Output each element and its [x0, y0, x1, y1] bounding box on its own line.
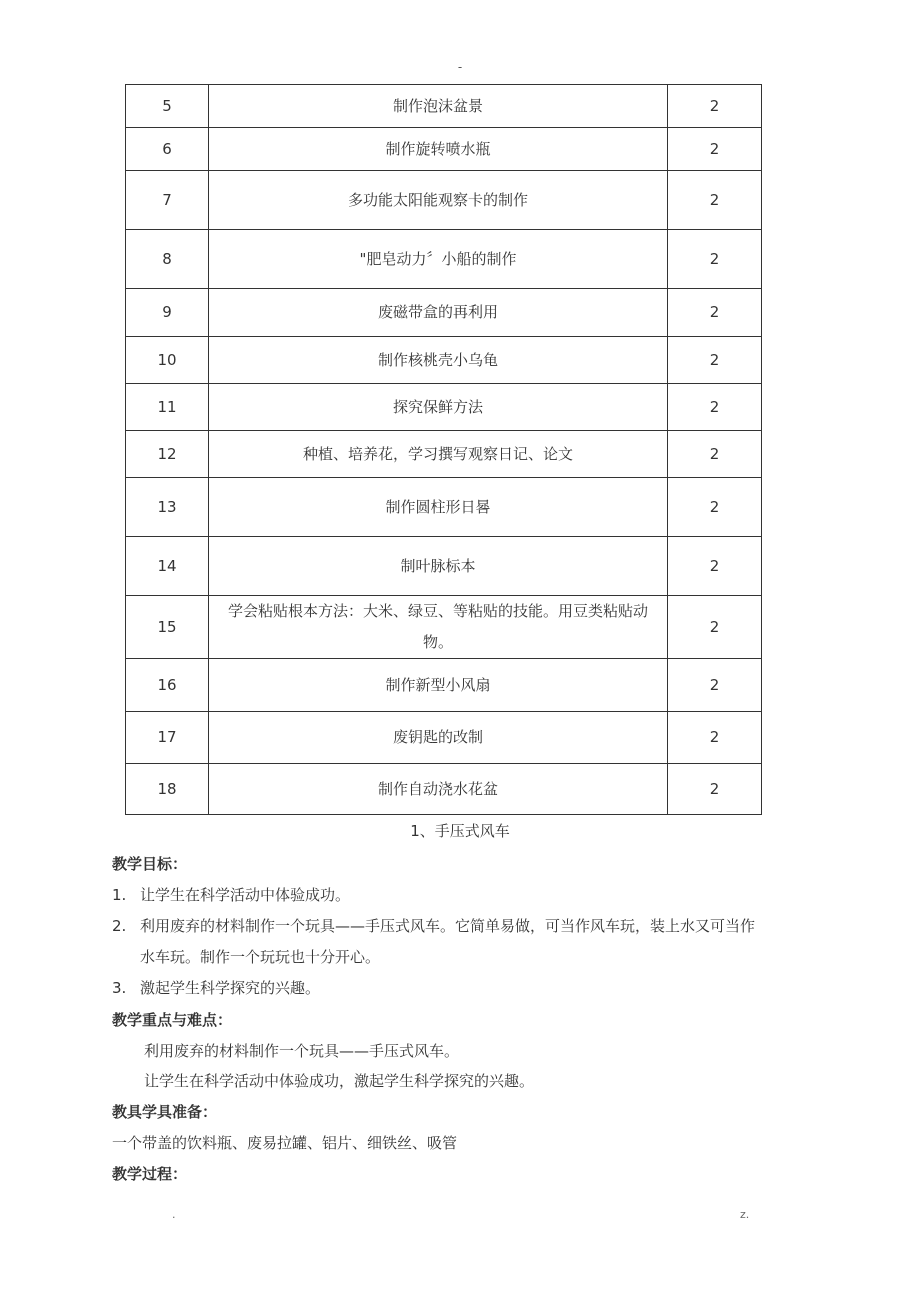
- lesson-title-cell: 制作自动浇水花盆: [209, 764, 668, 815]
- materials-heading: 教具学具准备：: [112, 1103, 218, 1121]
- footer-left-mark: .: [172, 1208, 176, 1221]
- lesson-title-cell: 废磁带盒的再利用: [209, 289, 668, 337]
- lesson-number-cell: 14: [126, 537, 209, 596]
- lesson-number-cell: 16: [126, 659, 209, 712]
- table-row: [126, 289, 762, 337]
- table-row: [126, 478, 762, 537]
- lesson-hours-cell: 2: [668, 764, 762, 815]
- objective-item-2: [112, 915, 755, 936]
- objective-item-1-number: 1.: [112, 886, 127, 904]
- table-row: [126, 659, 762, 712]
- lesson-hours-cell: 2: [668, 596, 762, 659]
- lesson-hours-cell: 2: [668, 478, 762, 537]
- objective-item-1-text: 让学生在科学活动中体验成功。: [140, 886, 351, 904]
- objective-item-2-text-line2: 水车玩。制作一个玩玩也十分开心。: [140, 948, 381, 966]
- lesson-title-cell: 种植、培养花，学习撰写观察日记、论文: [209, 431, 668, 478]
- table-row: [126, 764, 762, 815]
- lesson-schedule-table: [125, 84, 762, 815]
- lesson-title-cell: 制作核桃壳小乌龟: [209, 337, 668, 384]
- table-row: [126, 537, 762, 596]
- objectives-heading: 教学目标：: [112, 855, 188, 873]
- table-row: [126, 128, 762, 171]
- lesson-title-cell: 学会粘贴根本方法：大米、绿豆、等粘贴的技能。用豆类粘贴动物。: [209, 596, 668, 659]
- objective-item-2-number: 2.: [112, 917, 127, 935]
- lesson-hours-cell: 2: [668, 659, 762, 712]
- table-row: [126, 85, 762, 128]
- table-row: [126, 596, 762, 659]
- lesson-number-cell: 11: [126, 384, 209, 431]
- table-row: [126, 431, 762, 478]
- lesson-hours-cell: 2: [668, 171, 762, 230]
- lesson-hours-cell: 2: [668, 431, 762, 478]
- table-row: [126, 171, 762, 230]
- lesson-hours-cell: 2: [668, 712, 762, 764]
- lesson-hours-cell: 2: [668, 85, 762, 128]
- objective-item-3: [112, 977, 320, 998]
- table-row: [126, 712, 762, 764]
- page-header-mark: -: [457, 60, 463, 74]
- lesson-number-cell: 10: [126, 337, 209, 384]
- key-points-line-1: 利用废弃的材料制作一个玩具——手压式风车。: [144, 1042, 460, 1060]
- lesson-title-cell: 制作旋转喷水瓶: [209, 128, 668, 171]
- lesson-number-cell: 8: [126, 230, 209, 289]
- objective-item-1: [112, 884, 350, 905]
- lesson-hours-cell: 2: [668, 289, 762, 337]
- lesson-title-cell: 探究保鲜方法: [209, 384, 668, 431]
- table-row: [126, 230, 762, 289]
- objective-item-3-number: 3.: [112, 979, 127, 997]
- lesson-number-cell: 18: [126, 764, 209, 815]
- lesson-hours-cell: 2: [668, 230, 762, 289]
- footer-right-mark: z.: [740, 1208, 750, 1221]
- lesson-title-cell: 多功能太阳能观察卡的制作: [209, 171, 668, 230]
- objective-item-3-text: 激起学生科学探究的兴趣。: [140, 979, 321, 997]
- lesson-title-cell: 废钥匙的改制: [209, 712, 668, 764]
- lesson-number-cell: 13: [126, 478, 209, 537]
- table-row: [126, 384, 762, 431]
- table-row: [126, 337, 762, 384]
- lesson-number-cell: 12: [126, 431, 209, 478]
- lesson-hours-cell: 2: [668, 537, 762, 596]
- lesson-title: 1、手压式风车: [410, 822, 510, 840]
- lesson-title-cell: "肥皂动力〞小船的制作: [209, 230, 668, 289]
- lesson-hours-cell: 2: [668, 337, 762, 384]
- lesson-number-cell: 9: [126, 289, 209, 337]
- lesson-number-cell: 17: [126, 712, 209, 764]
- lesson-hours-cell: 2: [668, 384, 762, 431]
- lesson-number-cell: 6: [126, 128, 209, 171]
- lesson-number-cell: 15: [126, 596, 209, 659]
- objective-item-2-text-line1: 利用废弃的材料制作一个玩具——手压式风车。它简单易做，可当作风车玩，装上水又可当作: [140, 917, 756, 935]
- key-points-line-2: 让学生在科学活动中体验成功，激起学生科学探究的兴趣。: [144, 1072, 535, 1090]
- key-points-heading: 教学重点与难点：: [112, 1011, 233, 1029]
- lesson-title-cell: 制作圆柱形日晷: [209, 478, 668, 537]
- lesson-number-cell: 7: [126, 171, 209, 230]
- lesson-title-cell: 制作新型小风扇: [209, 659, 668, 712]
- lesson-number-cell: 5: [126, 85, 209, 128]
- lesson-title-cell: 制作泡沫盆景: [209, 85, 668, 128]
- process-heading: 教学过程：: [112, 1165, 188, 1183]
- materials-text: 一个带盖的饮料瓶、废易拉罐、铝片、细铁丝、吸管: [112, 1134, 458, 1152]
- lesson-hours-cell: 2: [668, 128, 762, 171]
- lesson-title-cell: 制叶脉标本: [209, 537, 668, 596]
